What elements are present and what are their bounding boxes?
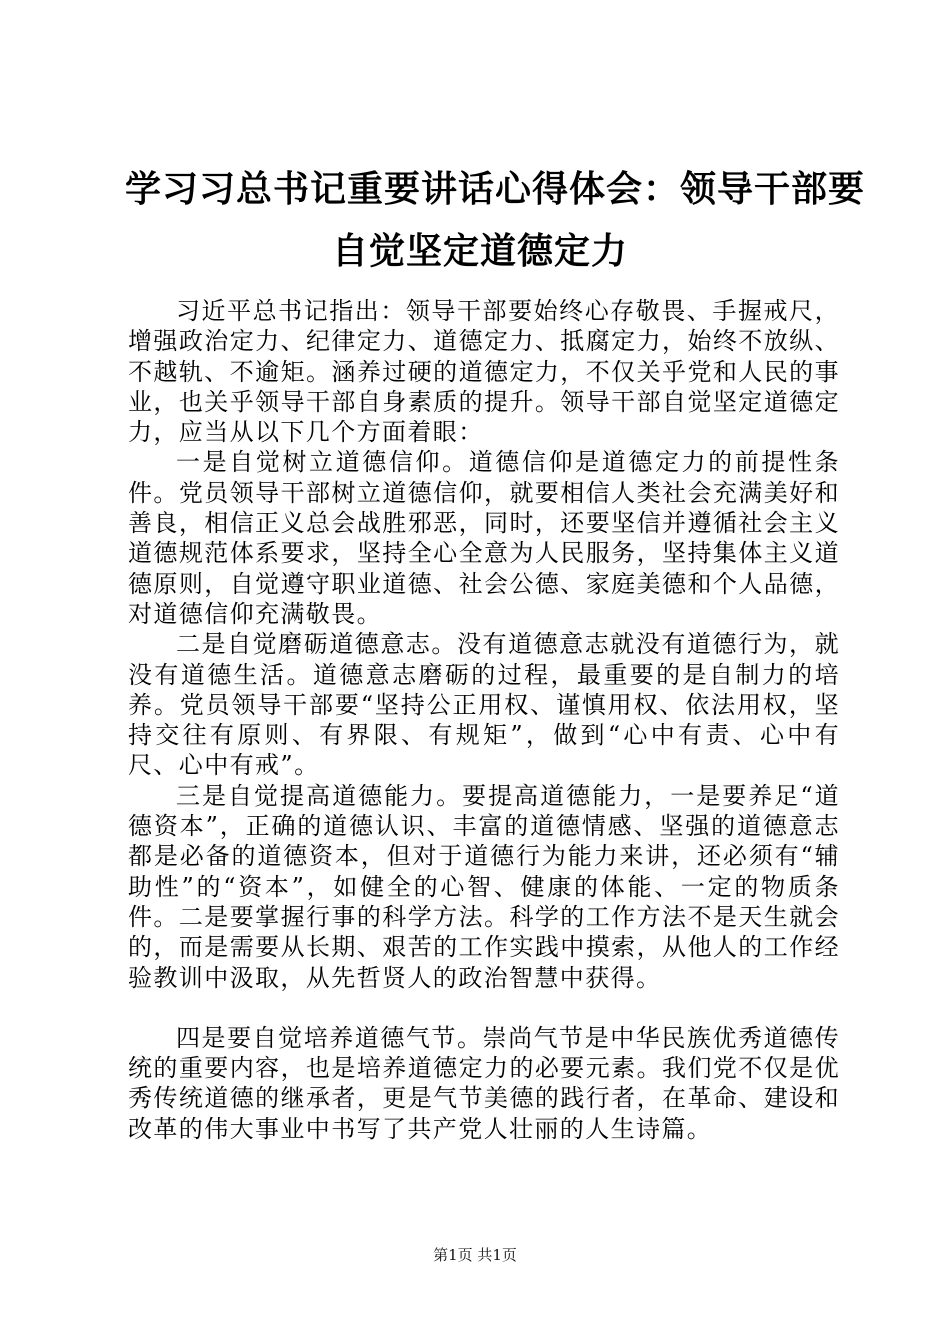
document-title bbox=[125, 158, 866, 282]
paragraph-point-1: 一是自觉树立道德信仰。道德信仰是道德定力的前提性条件。党员领导干部树立道德信仰，就要相信人类社会充满美好和善良，相信正义总会战胜邪恶，同时，还要坚信并遵循社会主义道德规范体系要求，坚持全心全意为人民服务，坚持集体主义道德原则，自觉遵守职业道德、社会公德、家庭美德和个人品德，对道德信仰充满敬畏。 bbox=[128, 448, 840, 628]
page-footer: 第1页 共1页 bbox=[433, 1246, 517, 1264]
paragraph-point-3: 三是自觉提高道德能力。要提高道德能力，一是要养足“道德资本”，正确的道德认识、丰富的道德情感、坚强的道德意志都是必备的道德资本，但对于道德行为能力来讲，还必须有“辅助性”的“资本”，如健全的心智、健康的体能、一定的物质条件。二是要掌握行事的科学方法。科学的工作方法不是天生就会的，而是需要从长期、艰苦的工作实践中摸索，从他人的工作经验教训中汲取，从先哲贤人的政治智慧中获得。 bbox=[128, 781, 840, 992]
document-body bbox=[128, 296, 840, 1144]
title-line-2: 自觉坚定道德定力 bbox=[331, 230, 628, 272]
paragraph-intro: 习近平总书记指出：领导干部要始终心存敬畏、手握戒尺，增强政治定力、纪律定力、道德定力、抵腐定力，始终不放纵、不越轨、不逾矩。涵养过硬的道德定力，不仅关乎党和人民的事业，也关乎领导干部自身素质的提升。领导干部自觉坚定道德定力，应当从以下几个方面着眼： bbox=[128, 297, 840, 447]
paragraph-point-2: 二是自觉磨砺道德意志。没有道德意志就没有道德行为，就没有道德生活。道德意志磨砺的过程，最重要的是自制力的培养。党员领导干部要“坚持公正用权、谨慎用权、依法用权，坚持交往有原则、有界限、有规矩”，做到“心中有责、心中有尺、心中有戒”。 bbox=[128, 630, 840, 780]
paragraph-point-4: 四是要自觉培养道德气节。崇尚气节是中华民族优秀道德传统的重要内容，也是培养道德定力的必要元素。我们党不仅是优秀传统道德的继承者，更是气节美德的践行者，在革命、建设和改革的伟大事业中书写了共产党人壮丽的人生诗篇。 bbox=[128, 1023, 840, 1143]
title-line-1: 学习习总书记重要讲话心得体会：领导干部要 bbox=[125, 168, 866, 210]
